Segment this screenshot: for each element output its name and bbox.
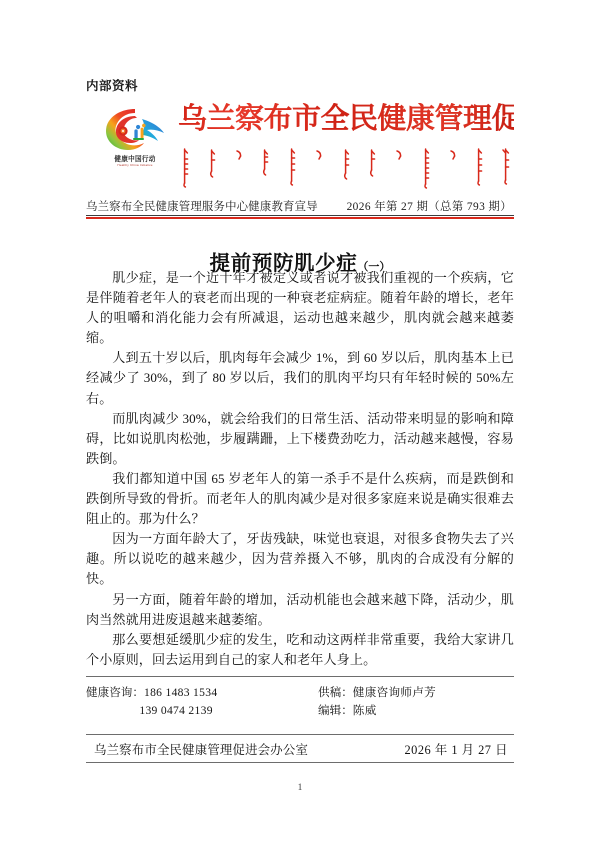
mongolian-glyph-column — [180, 147, 189, 189]
mongolian-glyph-column — [287, 147, 296, 189]
masthead — [86, 101, 578, 195]
contributor-field — [318, 684, 514, 702]
header-rule-red — [86, 217, 514, 219]
consult-label: 健康咨询： — [86, 686, 144, 699]
mongolian-glyph-column — [448, 147, 457, 189]
logo-english-text: Healthy China Initiative — [117, 163, 153, 168]
consult-phone-primary: 186 1483 1534 — [143, 686, 218, 699]
article-body — [86, 268, 514, 670]
contributor-name: 健康咨询师卢芳 — [352, 686, 437, 699]
header-rule-dark — [86, 215, 514, 216]
article-paragraph: 人到五十岁以后，肌肉每年会减少 1%，到 60 岁以后，肌肉基本上已经减少了 30%，到了 80 岁以后，我们的肌肉平均只有年轻时候的 50%左右。 — [86, 350, 514, 406]
logo-chinese-text: 健康中国行动 — [114, 155, 156, 163]
mongolian-glyph-column — [367, 147, 376, 189]
editor-field — [318, 702, 514, 720]
consult-phone-secondary: 139 0474 2139 — [139, 704, 213, 718]
organization-title: 乌兰察布市全民健康管理促进会 — [178, 101, 578, 135]
mongolian-glyph-column — [314, 147, 323, 189]
article-paragraph: 肌少症，是一个近十年才被定义或者说才被我们重视的一个疾病，它是伴随着老年人的衰老而出现的一种衰老症病症。随着年龄的增长，老年人的咀嚼和消化能力会有所减退，运动也越来越少，肌肉就会越来越萎缩。 — [86, 270, 514, 346]
footer-office-name: 乌兰察布市全民健康管理促进会办公室 — [94, 743, 309, 757]
contributor-label: 供稿： — [318, 686, 353, 699]
editor-name: 陈威 — [352, 704, 377, 718]
article-title-sequence: （一） — [357, 259, 391, 273]
article-title-text: 提前预防肌少症 — [209, 250, 358, 275]
mongolian-glyph-column — [474, 147, 483, 189]
internal-document-mark: 内部资料 — [86, 78, 139, 93]
article-paragraph: 我们都知道中国 65 岁老年人的第一杀手不是什么疾病，而是跌倒和跌倒所导致的骨折。而老年人的肌肉减少是对很多家庭来说是确实很难去阻止的。那为什么？ — [86, 470, 514, 527]
healthy-china-rainbow-icon — [102, 105, 168, 155]
mongolian-glyph-column — [207, 147, 216, 189]
content-column — [86, 0, 578, 848]
mongolian-glyph-column — [394, 147, 403, 189]
consult-field — [86, 684, 318, 702]
mongolian-glyph-column — [260, 147, 269, 189]
contact-block — [86, 684, 514, 721]
healthy-china-logo — [98, 105, 172, 177]
article-paragraph: 另一方面，随着年龄的增加，活动机能也会越来越下降，活动少，肌肉当然就用进废退越来越萎缩。 — [86, 591, 514, 627]
footer-rule-bottom — [86, 762, 514, 763]
footer-bar — [86, 740, 514, 758]
footer-date: 2026 年 1 月 27 日 — [404, 743, 508, 757]
footer-rule-top — [86, 734, 514, 735]
consult-field-secondary — [86, 702, 318, 720]
issue-line — [86, 198, 514, 214]
mongolian-glyph-column — [501, 147, 510, 189]
mongolian-glyph-column — [421, 147, 430, 189]
contact-row — [86, 684, 514, 702]
contact-rule-top — [86, 676, 514, 677]
article-paragraph: 因为一方面年龄大了，牙齿残缺，味觉也衰退，对很多食物失去了兴趣。所以说吃的越来越少，因为营养摄入不够，肌肉的合成没有分解的快。 — [86, 531, 514, 587]
contact-row — [86, 702, 514, 720]
article-paragraph: 那么要想延缓肌少症的发生，吃和动这两样非常重要，我给大家讲几个小原则，回去运用到自己的家人和老年人身上。 — [86, 631, 514, 667]
editor-label: 编辑： — [318, 704, 353, 718]
mongolian-glyph-column — [341, 147, 350, 189]
mongolian-glyph-column — [234, 147, 243, 189]
issue-source: 乌兰察布全民健康管理服务中心健康教育宣导 — [86, 201, 318, 213]
article-paragraph: 而肌肉减少 30%，就会给我们的日常生活、活动带来明显的影响和障碍，比如说肌肉松弛，步履蹒跚，上下楼费劲吃力，活动越来越慢，容易跌倒。 — [86, 410, 514, 466]
mongolian-script-line — [180, 147, 510, 191]
issue-number: 2026 年第 27 期（总第 793 期） — [346, 201, 512, 213]
page-number: 1 — [297, 783, 303, 793]
